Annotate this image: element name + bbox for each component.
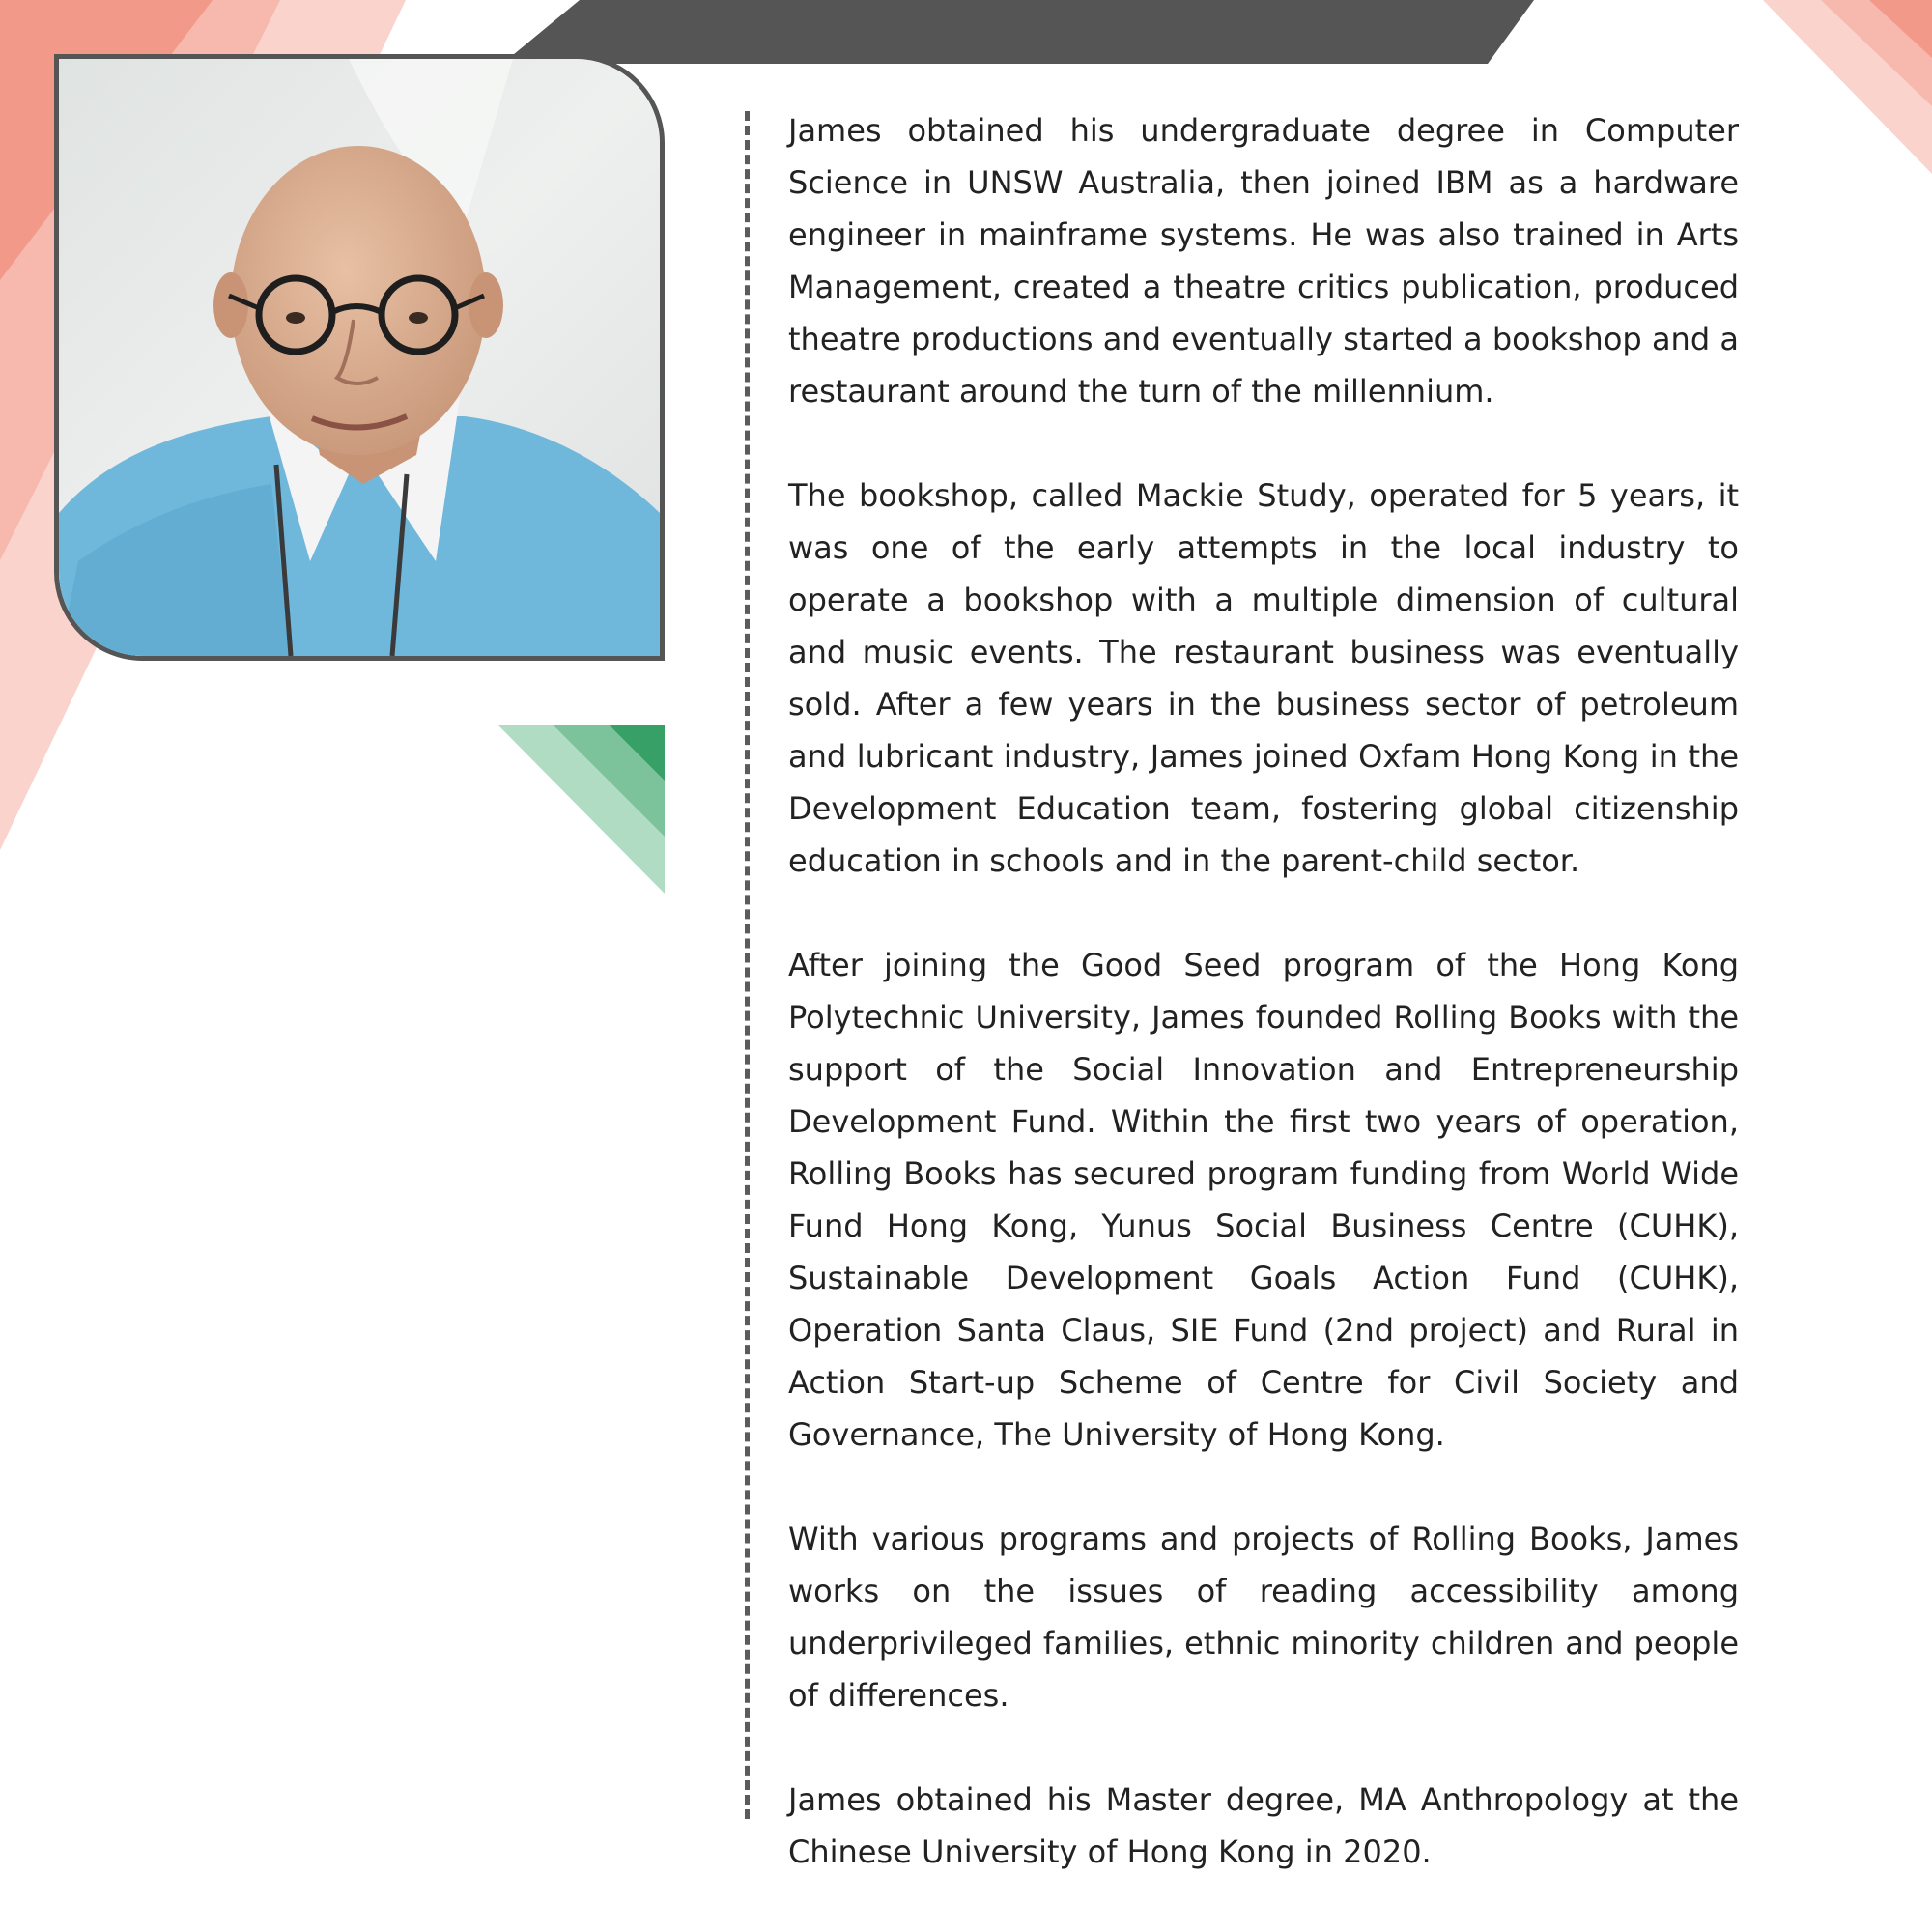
bio-paragraph: The bookshop, called Mackie Study, operated for 5 years, it was one of the early attempts in the local industry to operate a bookshop with a multiple dimension of cultural and music events. The restaurant business was eventually sold. After a few years in the business sector of petroleum and lubricant industry, James joined Oxfam Hong Kong in the Development Education team, fostering global citizenship education in schools and in the parent-child sector. [788,477,1739,879]
bio-paragraph: After joining the Good Seed program of the Hong Kong Polytechnic University, James founded Rolling Books with the support of the Social Innovation and Entrepreneurship Development Fund. Within the first two years of operation, Rolling Books has secured program funding from World Wide Fund Hong Kong, Yunus Social Business Centre (CUHK), Sustainable Development Goals Action Fund (CUHK), Operation Santa Claus, SIE Fund (2nd project) and Rural in Action Start-up Scheme of Centre for Civil Society and Governance, The University of Hong Kong. [788,947,1739,1453]
biography-text [788,104,1739,1878]
top-banner [502,0,1534,64]
portrait-photo-icon [59,59,660,656]
bio-paragraph: With various programs and projects of Rolling Books, James works on the issues of reading accessibility among underprivileged families, ethnic minority children and people of differences. [788,1521,1739,1714]
bio-paragraph: James obtained his undergraduate degree in Computer Science in UNSW Australia, then joined IBM as a hardware engineer in mainframe systems. He was also trained in Arts Management, created a theatre critics publication, produced theatre productions and eventually started a bookshop and a restaurant around the turn of the millennium. [788,112,1739,410]
bio-paragraph: James obtained his Master degree, MA Anthropology at the Chinese University of Hong Kong in 2020. [788,1781,1739,1870]
profile-photo [54,54,665,661]
dashed-divider [745,111,750,1819]
